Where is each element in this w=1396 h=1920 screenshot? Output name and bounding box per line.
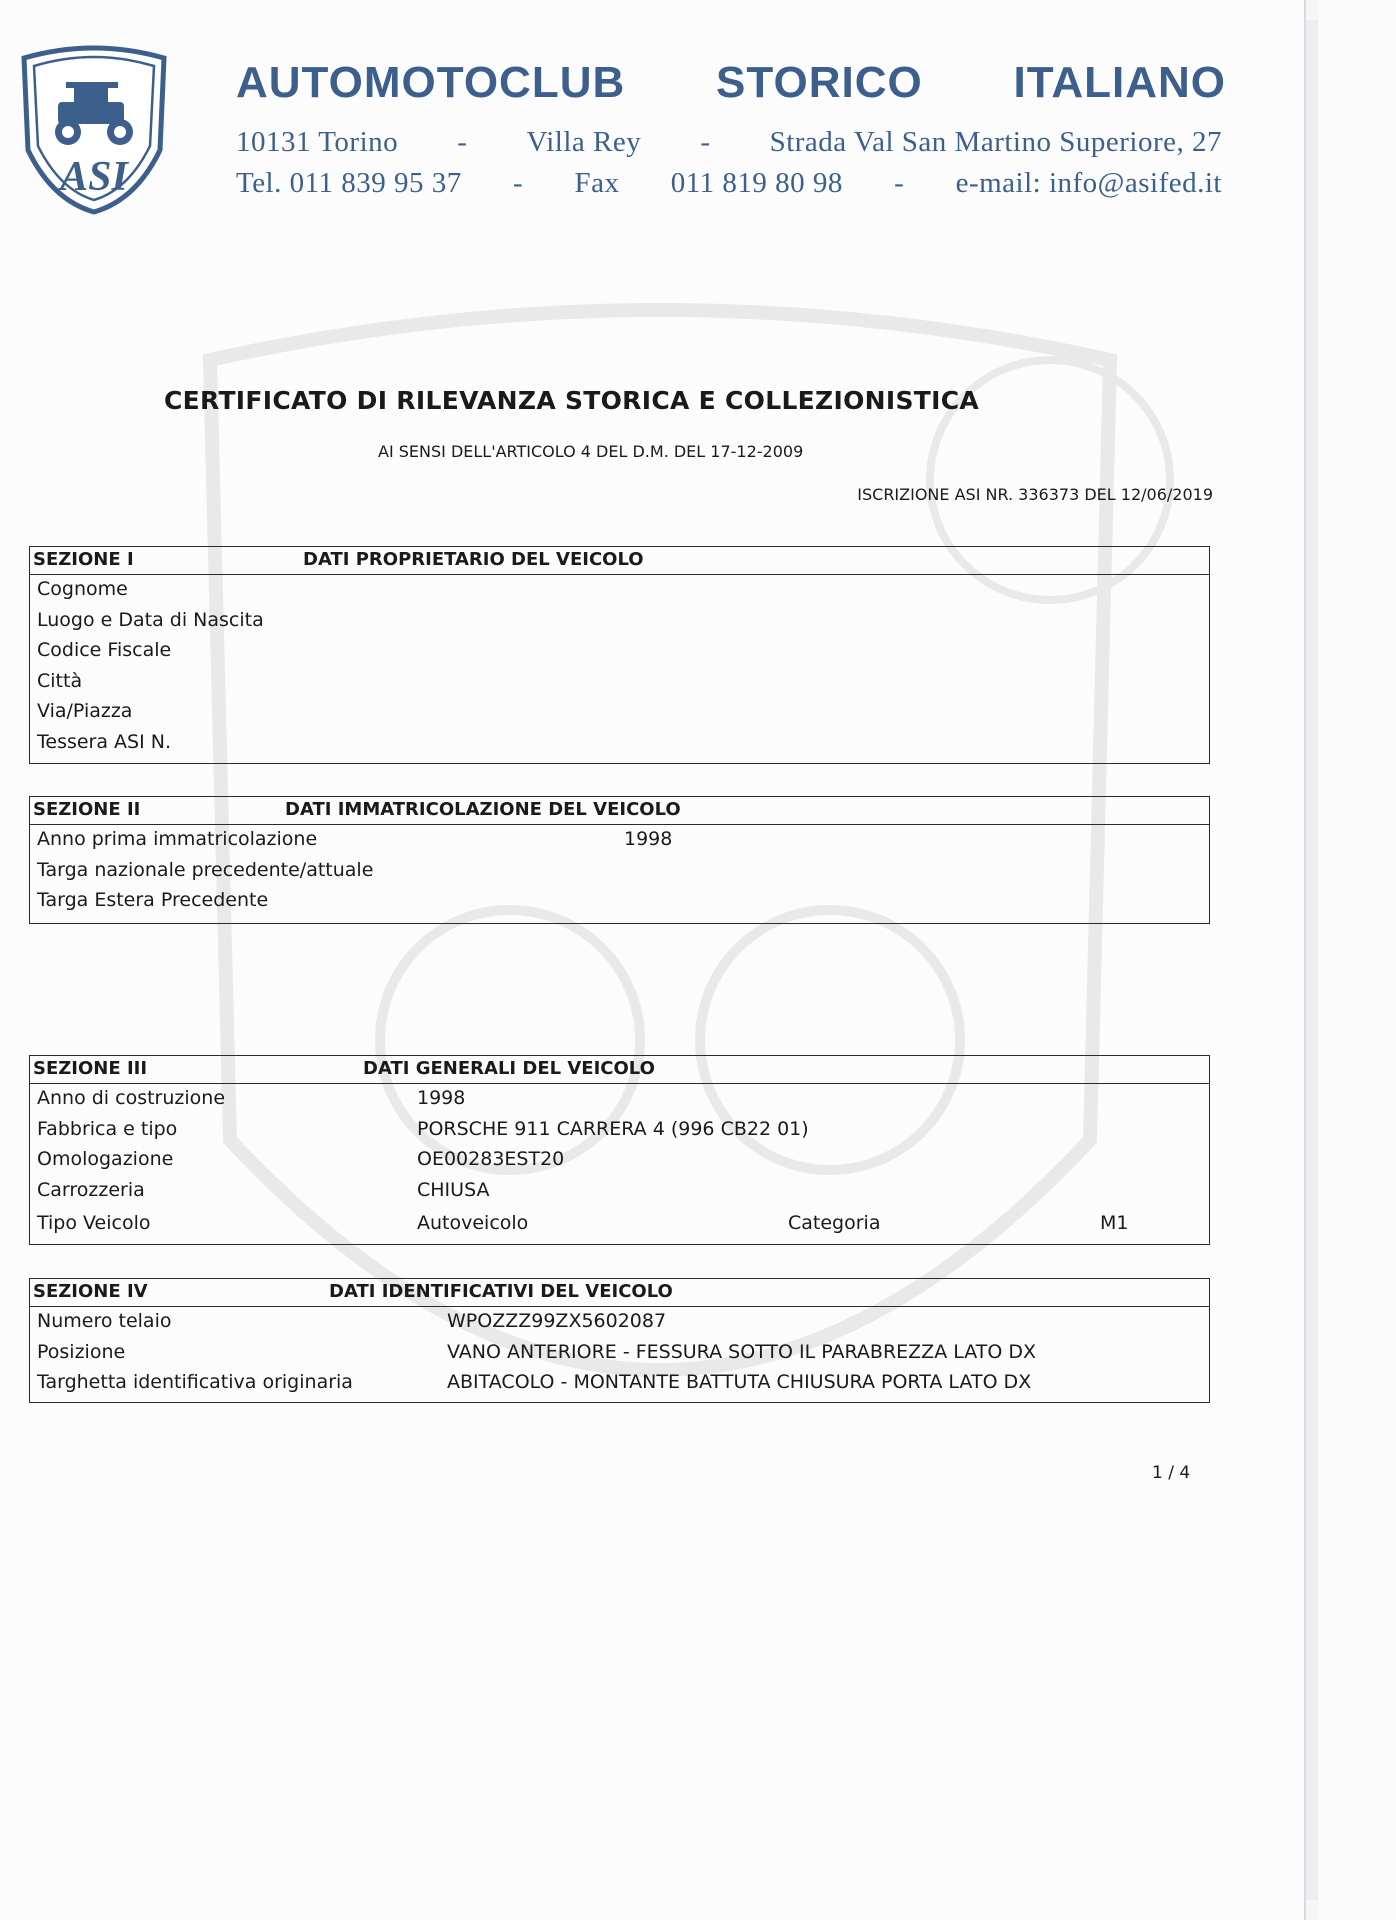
- field-value: 1998: [624, 828, 673, 850]
- field-row: [30, 697, 1209, 728]
- field-value: 1998: [417, 1087, 466, 1109]
- field-value: ABITACOLO - MONTANTE BATTUTA CHIUSURA PORTA LATO DX: [447, 1371, 1032, 1393]
- org-name-word: ITALIANO: [1013, 58, 1226, 107]
- address-part: Villa Rey: [526, 126, 642, 158]
- field-label: Via/Piazza: [37, 700, 133, 722]
- field-row: [30, 886, 1209, 923]
- field-label: Tessera ASI N.: [37, 730, 172, 753]
- contact-part: 011 819 80 98: [670, 167, 843, 199]
- section-vehicle-general-data: [29, 1055, 1210, 1245]
- org-name-word: STORICO: [716, 58, 923, 107]
- address-part: -: [700, 126, 711, 158]
- field-label: Carrozzeria: [37, 1178, 145, 1201]
- field-label: Città: [37, 669, 83, 692]
- field-label: Targa Estera Precedente: [37, 889, 269, 911]
- field-row: [30, 1115, 1209, 1146]
- field-label: Fabbrica e tipo: [37, 1117, 178, 1140]
- field-label: Luogo e Data di Nascita: [37, 608, 264, 631]
- section-registration-data: [29, 796, 1210, 924]
- field-label: Targhetta identificativa originaria: [37, 1371, 353, 1393]
- field-row: [30, 825, 1209, 856]
- address-part: 10131 Torino: [236, 126, 399, 158]
- field-row: [30, 1368, 1209, 1402]
- field-row: [30, 667, 1209, 698]
- section-title: DATI PROPRIETARIO DEL VEICOLO: [303, 549, 644, 570]
- field-row: [30, 1338, 1209, 1369]
- field-label: Anno prima immatricolazione: [37, 828, 318, 850]
- organization-address: [236, 126, 1222, 159]
- field-row: [30, 1206, 1209, 1244]
- section-header: [30, 1279, 1209, 1307]
- svg-text:ASI: ASI: [60, 154, 128, 200]
- contact-part: e-mail: info@asifed.it: [955, 167, 1222, 199]
- scan-margin: [1318, 0, 1396, 1920]
- field-label: Anno di costruzione: [37, 1087, 226, 1109]
- field-row: [30, 728, 1209, 763]
- field-value: PORSCHE 911 CARRERA 4 (996 CB22 01): [417, 1117, 809, 1140]
- address-part: Strada Val San Martino Superiore, 27: [769, 126, 1222, 158]
- field-row: [30, 636, 1209, 667]
- organization-name: [236, 58, 1226, 108]
- contact-part: Tel. 011 839 95 37: [236, 167, 462, 199]
- field-row: [30, 1307, 1209, 1338]
- address-part: -: [457, 126, 468, 158]
- document-subtitle: AI SENSI DELL'ARTICOLO 4 DEL D.M. DEL 17-12-2009: [378, 442, 804, 461]
- section-title: DATI IMMATRICOLAZIONE DEL VEICOLO: [285, 799, 681, 820]
- section-number: SEZIONE II: [33, 799, 141, 820]
- category-label: Categoria: [788, 1212, 881, 1234]
- section-header: [30, 1056, 1209, 1084]
- section-number: SEZIONE III: [33, 1058, 148, 1079]
- section-number: SEZIONE IV: [33, 1281, 148, 1302]
- organization-contacts: [236, 167, 1222, 200]
- field-row: [30, 856, 1209, 887]
- asi-logo: [16, 40, 172, 215]
- field-row: [30, 606, 1209, 637]
- category-value: M1: [1100, 1212, 1129, 1234]
- field-label: Tipo Veicolo: [37, 1212, 151, 1234]
- field-row: [30, 1084, 1209, 1115]
- section-title: DATI GENERALI DEL VEICOLO: [363, 1058, 655, 1079]
- contact-part: -: [513, 167, 524, 199]
- field-row: [30, 575, 1209, 606]
- registration-number: ISCRIZIONE ASI NR. 336373 DEL 12/06/2019: [857, 485, 1213, 504]
- field-label: Targa nazionale precedente/attuale: [37, 858, 374, 881]
- section-number: SEZIONE I: [33, 549, 134, 570]
- field-label: Posizione: [37, 1340, 126, 1363]
- field-value: OE00283EST20: [417, 1148, 565, 1170]
- field-value: CHIUSA: [417, 1178, 490, 1201]
- section-title: DATI IDENTIFICATIVI DEL VEICOLO: [329, 1281, 673, 1302]
- page-number: 1 / 4: [1152, 1463, 1191, 1483]
- field-row: [30, 1145, 1209, 1176]
- field-row: [30, 1176, 1209, 1207]
- field-value: WPOZZZ99ZX5602087: [447, 1310, 667, 1332]
- field-label: Cognome: [37, 578, 128, 600]
- contact-part: -: [894, 167, 905, 199]
- field-label: Omologazione: [37, 1148, 174, 1170]
- field-value: Autoveicolo: [417, 1212, 529, 1234]
- section-header: [30, 547, 1209, 575]
- contact-part: Fax: [574, 167, 620, 199]
- section-vehicle-identification: [29, 1278, 1210, 1403]
- section-header: [30, 797, 1209, 825]
- section-owner-data: [29, 546, 1210, 764]
- document-title: CERTIFICATO DI RILEVANZA STORICA E COLLEZIONISTICA: [164, 386, 980, 415]
- field-label: Numero telaio: [37, 1310, 172, 1332]
- org-name-word: AUTOMOTOCLUB: [236, 58, 626, 107]
- field-label: Codice Fiscale: [37, 639, 172, 661]
- field-value: VANO ANTERIORE - FESSURA SOTTO IL PARABREZZA LATO DX: [447, 1340, 1037, 1363]
